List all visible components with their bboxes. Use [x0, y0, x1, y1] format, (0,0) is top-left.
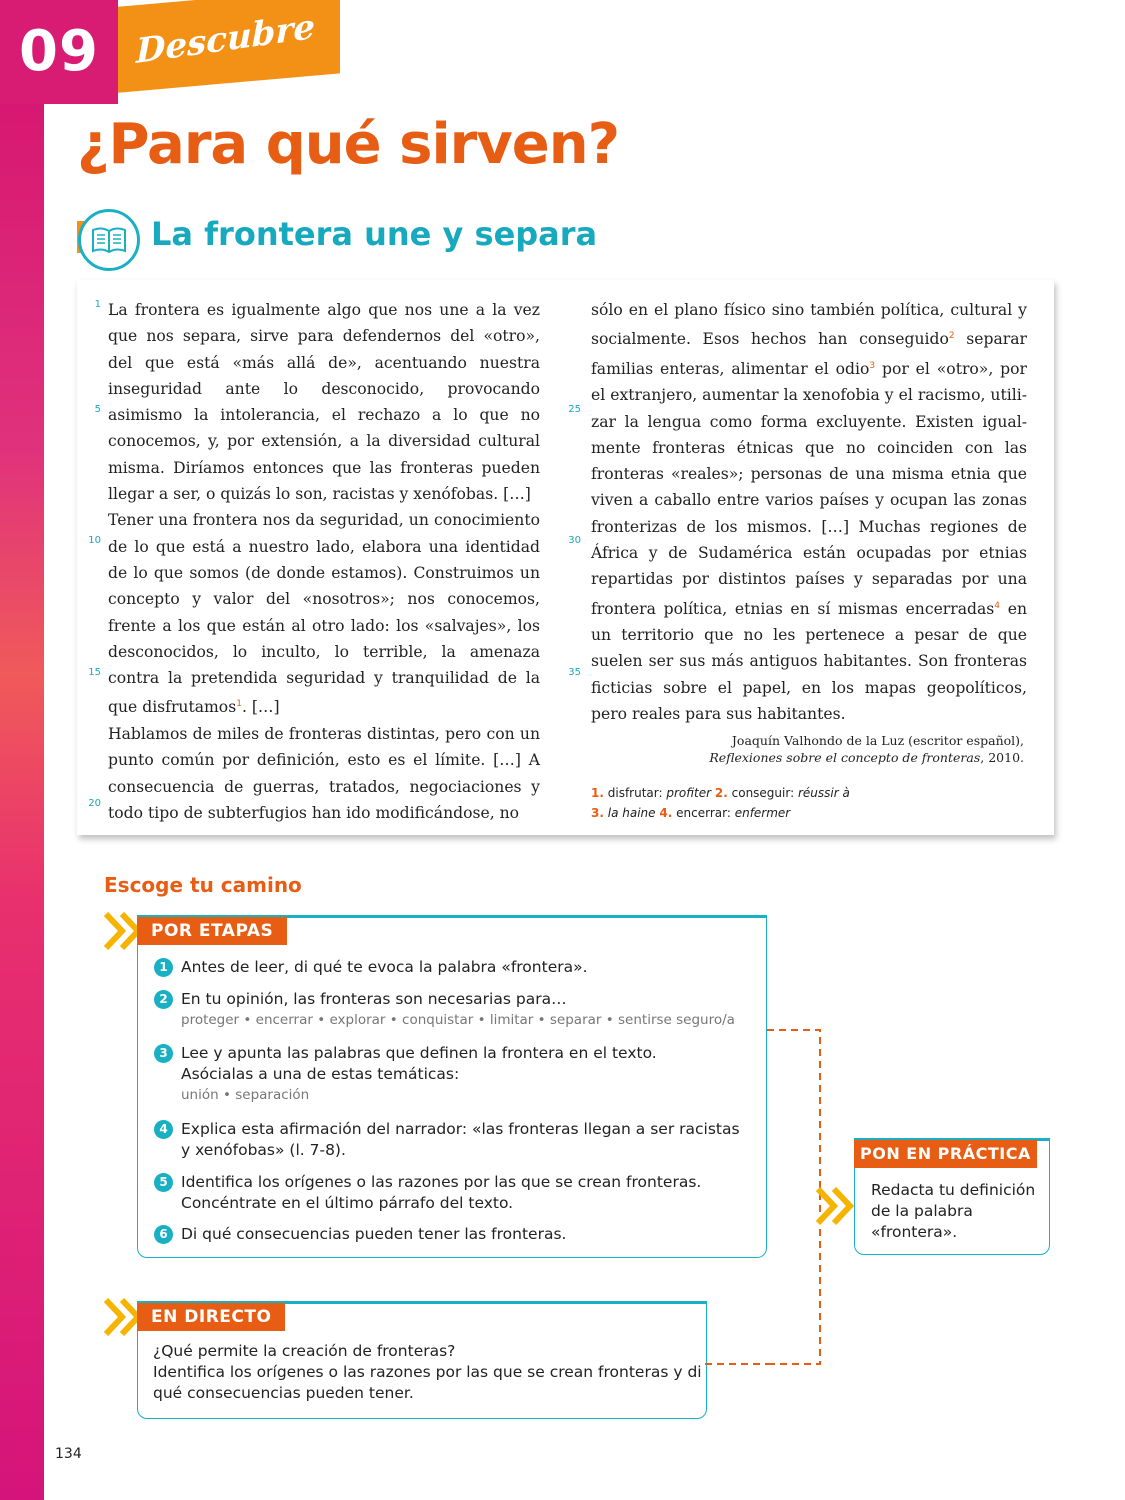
line-number: 35: [568, 667, 581, 678]
section-title: La frontera une y separa: [151, 215, 598, 253]
pon-en-practica-label: PON EN PRÁCTICA: [854, 1140, 1037, 1168]
activity-2: 2 En tu opinión, las fronteras son necesarias para… proteger • encerrar • explorar • conquistar • limitar • separar • sentirse seguro/a: [156, 989, 735, 1031]
paragraph: La frontera es igualmente algo que nos une a la vez que nos separa, sirve para defendernos del «otro», del que está «más allá de», acentuando nuestra inseguridad ante lo desconocido, provocando asimismo la intolerancia, el rechazo a lo que no conocemos, y, por extensión, a la diversidad cultural misma. Diríamos entonces que las fronteras pueden llegar a ser, o quizás lo son, racistas y xenófobas. […]: [108, 301, 540, 504]
double-chevron-icon: [816, 1187, 858, 1225]
reading-text-box: [77, 280, 1054, 835]
paragraph: Hablamos de miles de fronteras distintas, pero con un punto común por definición, esto es el límite. […] A consecuencia de guerras, tratados, negociaciones y todo tipo de subterfugios han ido modificándose, no: [108, 724, 540, 822]
magenta-sidebar: [0, 0, 44, 1500]
line-number: 30: [568, 535, 581, 546]
source-attribution: [709, 732, 1024, 766]
page-title: ¿Para qué sirven?: [77, 112, 620, 177]
text-column-right: [591, 297, 1027, 727]
word-options: proteger • encerrar • explorar • conquistar • limitar • separar • sentirse seguro/a: [181, 1012, 735, 1028]
paragraph: Tener una frontera nos da seguridad, un conocimiento de lo que está a nuestro lado, elabora una identidad de lo que somos (de donde estamos). Construimos un concepto y valor del «nosotros»; nos conocemos, frente a los que están al otro lado: los «salvajes», los desconocidos, lo inculto, lo terrible, la amenaza contra la pretendida seguridad y tranquilidad de la que disfrutamos$^1$. […]: [108, 511, 540, 717]
page-number: 134: [55, 1446, 82, 1462]
line-number: 5: [94, 404, 101, 415]
activity-6: 6 Di qué consecuencias pueden tener las fronteras.: [156, 1224, 566, 1245]
pon-en-practica-text: Redacta tu definición de la palabra «frontera».: [871, 1181, 1036, 1241]
por-etapas-label: POR ETAPAS: [137, 917, 287, 945]
paragraph: sólo en el plano físico sino también política, cultural y socialmente. Esos hechos han conseguido$^2$ separar familias enteras, alimentar el odio$^3$ por el «otro», por el extranjero, aumentar la xenofobia y el racismo, utilizar la lengua como forma excluyente. Existen igualmente fronteras étnicas que no coinciden con las fronteras «reales»; personas de una misma etnia que viven a caballo entre varios países y ocupan las zonas fronterizas de los mismos. […] Muchas regiones de África y de Sudamérica están ocupadas por etnias repartidas por distintos países y separadas por una frontera política, etnias en sí mismas encerradas$^4$ en un territorio que no les pertenece a pesar de que suelen ser sus más antiguos habitantes. Son fronteras ficticias sobre el papel, en los mapas geopolíticos, pero reales para sus habitantes.: [591, 301, 1028, 724]
author: Joaquín Valhondo de la Luz (escritor español),: [731, 733, 1024, 748]
line-number: 15: [88, 667, 101, 678]
activity-1: 1 Antes de leer, di qué te evoca la palabra «frontera».: [156, 957, 588, 978]
theme-options: unión • separación: [181, 1087, 310, 1103]
unit-label-tab: [104, 0, 340, 94]
line-number: 25: [568, 404, 581, 415]
activity-3: 3 Lee y apunta las palabras que definen la frontera en el texto. Asócialas a una de estas temáticas: unión • separación: [156, 1043, 657, 1106]
activity-5: 5 Identifica los orígenes o las razones por las que se crean fronteras. Concéntrate en el último párrafo del texto.: [156, 1172, 701, 1214]
line-number: 20: [88, 798, 101, 809]
line-number: 10: [88, 535, 101, 546]
connector-line: [705, 1362, 769, 1366]
open-book-icon: [78, 209, 140, 271]
work-title: Reflexiones sobre el concepto de fronteras: [709, 750, 981, 765]
activity-4: 4 Explica esta afirmación del narrador: «las fronteras llegan a ser racistas y xenófobas» (l. 7-8).: [156, 1119, 740, 1161]
en-directo-text: ¿Qué permite la creación de fronteras? Identifica los orígenes o las razones por las que se crean fronteras y di qué consecuencias pueden tener.: [153, 1342, 702, 1402]
vocabulary-notes: 1. disfrutar: profiter 2. conseguir: réussir à 3. la haine 4. encerrar: enfermer: [591, 786, 850, 820]
en-directo-label: EN DIRECTO: [137, 1303, 285, 1331]
work-year: , 2010.: [980, 750, 1024, 765]
unit-number: 09: [0, 0, 118, 104]
line-number: 1: [94, 299, 101, 310]
choose-path-title: Escoge tu camino: [104, 873, 302, 897]
text-column-left: [108, 297, 540, 826]
unit-label: Descubre: [136, 6, 315, 72]
